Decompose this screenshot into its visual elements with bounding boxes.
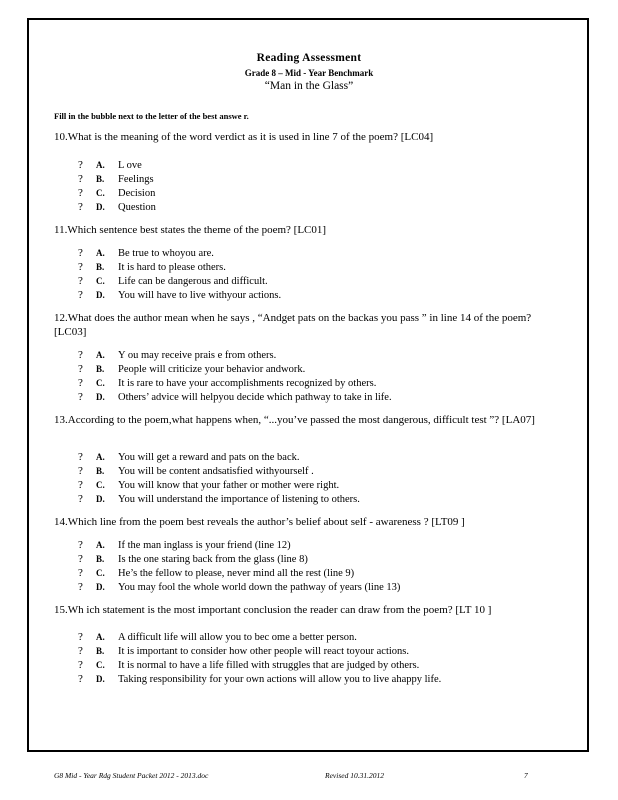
page-number: 7 <box>524 771 528 780</box>
choice-15-a[interactable] <box>78 630 548 644</box>
choice-letter: B. <box>96 554 105 564</box>
choice-letter: D. <box>96 202 105 212</box>
answer-bubble-icon[interactable]: ? <box>78 451 83 463</box>
choice-letter: B. <box>96 174 105 184</box>
answer-bubble-icon[interactable]: ? <box>78 479 83 491</box>
answer-bubble-icon[interactable]: ? <box>78 377 83 389</box>
answer-bubble-icon[interactable]: ? <box>78 631 83 643</box>
choice-letter: D. <box>96 290 105 300</box>
choice-text: It is normal to have a life filled with struggles that are judged by others. <box>118 660 420 671</box>
choice-text: Taking responsibility for your own actions will allow you to live ahappy life. <box>118 674 442 685</box>
choice-text: You will have to live withyour actions. <box>118 290 282 301</box>
question-number: 15. <box>54 604 68 616</box>
choices-15 <box>78 630 548 686</box>
choice-11-c[interactable] <box>78 274 548 288</box>
answer-bubble-icon[interactable]: ? <box>78 363 83 375</box>
question-text: Which sentence best states the theme of the poem? [LC01] <box>67 224 327 236</box>
question-number: 11. <box>54 224 68 236</box>
answer-bubble-icon[interactable]: ? <box>78 349 83 361</box>
choices-14 <box>78 538 548 594</box>
answer-bubble-icon[interactable]: ? <box>78 173 83 185</box>
assessment-subtitle: Grade 8 – Mid - Year Benchmark <box>244 68 374 78</box>
answer-bubble-icon[interactable]: ? <box>78 465 83 477</box>
answer-bubble-icon[interactable]: ? <box>78 581 83 593</box>
choice-10-a[interactable] <box>78 158 548 172</box>
footer-revised: Revised 10.31.2012 <box>325 771 384 780</box>
answer-bubble-icon[interactable]: ? <box>78 645 83 657</box>
choice-text: Life can be dangerous and difficult. <box>118 276 268 287</box>
choice-12-d[interactable] <box>78 390 548 404</box>
choice-text: You will understand the importance of listening to others. <box>118 494 360 505</box>
choice-13-d[interactable] <box>78 492 548 506</box>
question-number: 13. <box>54 414 68 426</box>
choice-letter: B. <box>96 364 105 374</box>
question-12 <box>54 312 548 339</box>
choice-text: You may fool the whole world down the pathway of years (line 13) <box>118 582 401 593</box>
answer-bubble-icon[interactable]: ? <box>78 275 83 287</box>
choice-letter: C. <box>96 188 105 198</box>
choice-11-b[interactable] <box>78 260 548 274</box>
choice-14-d[interactable] <box>78 580 548 594</box>
question-number: 10. <box>54 131 68 143</box>
question-14 <box>54 516 548 530</box>
choice-text: Question <box>118 202 156 213</box>
question-text: Which line from the poem best reveals the author’s belief about self - awareness ? [LT09 ] <box>67 516 465 528</box>
choice-text: He’s the fellow to please, never mind all the rest (line 9) <box>118 568 355 579</box>
question-number: 14. <box>54 516 68 528</box>
choice-letter: C. <box>96 276 105 286</box>
choice-13-b[interactable] <box>78 464 548 478</box>
choice-13-c[interactable] <box>78 478 548 492</box>
choice-letter: A. <box>96 632 105 642</box>
choice-text: It is important to consider how other people will react toyour actions. <box>118 646 410 657</box>
answer-bubble-icon[interactable]: ? <box>78 201 83 213</box>
choice-letter: A. <box>96 248 105 258</box>
question-13 <box>54 414 548 428</box>
choices-10 <box>78 158 548 214</box>
question-15 <box>54 604 548 618</box>
choice-text: Decision <box>118 188 156 199</box>
answer-bubble-icon[interactable]: ? <box>78 391 83 403</box>
choice-letter: C. <box>96 660 105 670</box>
answer-bubble-icon[interactable]: ? <box>78 159 83 171</box>
answer-bubble-icon[interactable]: ? <box>78 673 83 685</box>
choice-10-c[interactable] <box>78 186 548 200</box>
choice-15-b[interactable] <box>78 644 548 658</box>
poem-title: “Man in the Glass” <box>264 80 354 92</box>
choice-text: People will criticize your behavior andwork. <box>118 364 306 375</box>
choice-text: It is hard to please others. <box>118 262 226 273</box>
choice-letter: A. <box>96 452 105 462</box>
choice-text: Others’ advice will helpyou decide which pathway to take in life. <box>118 392 392 403</box>
answer-bubble-icon[interactable]: ? <box>78 659 83 671</box>
choices-12 <box>78 348 548 404</box>
instructions: Fill in the bubble next to the letter of the best answe r. <box>54 111 249 121</box>
answer-bubble-icon[interactable]: ? <box>78 247 83 259</box>
choice-letter: B. <box>96 466 105 476</box>
choices-13 <box>78 450 548 506</box>
choice-text: Is the one staring back from the glass (line 8) <box>118 554 308 565</box>
question-number: 12. <box>54 312 68 324</box>
choice-letter: D. <box>96 674 105 684</box>
answer-bubble-icon[interactable]: ? <box>78 567 83 579</box>
question-10 <box>54 131 548 145</box>
answer-bubble-icon[interactable]: ? <box>78 187 83 199</box>
choice-text: You will get a reward and pats on the back. <box>118 452 300 463</box>
question-text: Wh ich statement is the most important conclusion the reader can draw from the poem? [LT 10 ] <box>67 604 492 616</box>
choice-14-b[interactable] <box>78 552 548 566</box>
choice-letter: A. <box>96 350 105 360</box>
choice-letter: D. <box>96 494 105 504</box>
choice-text: Y ou may receive prais e from others. <box>118 350 277 361</box>
choice-10-d[interactable] <box>78 200 548 214</box>
choice-text: You will be content andsatisfied withyourself . <box>118 466 314 477</box>
choice-13-a[interactable] <box>78 450 548 464</box>
choice-11-a[interactable] <box>78 246 548 260</box>
choice-11-d[interactable] <box>78 288 548 302</box>
choice-text: You will know that your father or mother were right. <box>118 480 340 491</box>
answer-bubble-icon[interactable]: ? <box>78 539 83 551</box>
choice-letter: D. <box>96 392 105 402</box>
choice-text: Feelings <box>118 174 154 185</box>
choice-text: It is rare to have your accomplishments recognized by others. <box>118 378 377 389</box>
choice-12-b[interactable] <box>78 362 548 376</box>
answer-bubble-icon[interactable]: ? <box>78 493 83 505</box>
answer-bubble-icon[interactable]: ? <box>78 289 83 301</box>
choice-letter: D. <box>96 582 105 592</box>
choice-letter: A. <box>96 540 105 550</box>
choice-15-c[interactable] <box>78 658 548 672</box>
question-text: What does the author mean when he says , “Andget pats on the backas you pass ” in line 14 of the poem? [LC03] <box>54 312 532 338</box>
footer-filename: G8 Mid - Year Rdg Student Packet 2012 - 2013.doc <box>54 771 209 780</box>
question-text: What is the meaning of the word verdict as it is used in line 7 of the poem? [LC04] <box>67 131 434 143</box>
choice-letter: B. <box>96 262 105 272</box>
choice-12-a[interactable] <box>78 348 548 362</box>
choice-letter: A. <box>96 160 105 170</box>
choice-text: Be true to whoyou are. <box>118 248 214 259</box>
choices-11 <box>78 246 548 302</box>
assessment-title: Reading Assessment <box>256 52 362 64</box>
choice-15-d[interactable] <box>78 672 548 686</box>
choice-letter: B. <box>96 646 105 656</box>
choice-text: If the man inglass is your friend (line 12) <box>118 540 291 551</box>
answer-bubble-icon[interactable]: ? <box>78 261 83 273</box>
choice-10-b[interactable] <box>78 172 548 186</box>
answer-bubble-icon[interactable]: ? <box>78 553 83 565</box>
choice-letter: C. <box>96 568 105 578</box>
choice-letter: C. <box>96 378 105 388</box>
choice-letter: C. <box>96 480 105 490</box>
choice-14-a[interactable] <box>78 538 548 552</box>
choice-text: L ove <box>118 160 142 171</box>
choice-12-c[interactable] <box>78 376 548 390</box>
question-text: According to the poem,what happens when, “...you’ve passed the most dangerous, difficult test ”? [LA07] <box>67 414 535 426</box>
question-11 <box>54 224 548 238</box>
choice-14-c[interactable] <box>78 566 548 580</box>
choice-text: A difficult life will allow you to bec ome a better person. <box>118 632 357 643</box>
